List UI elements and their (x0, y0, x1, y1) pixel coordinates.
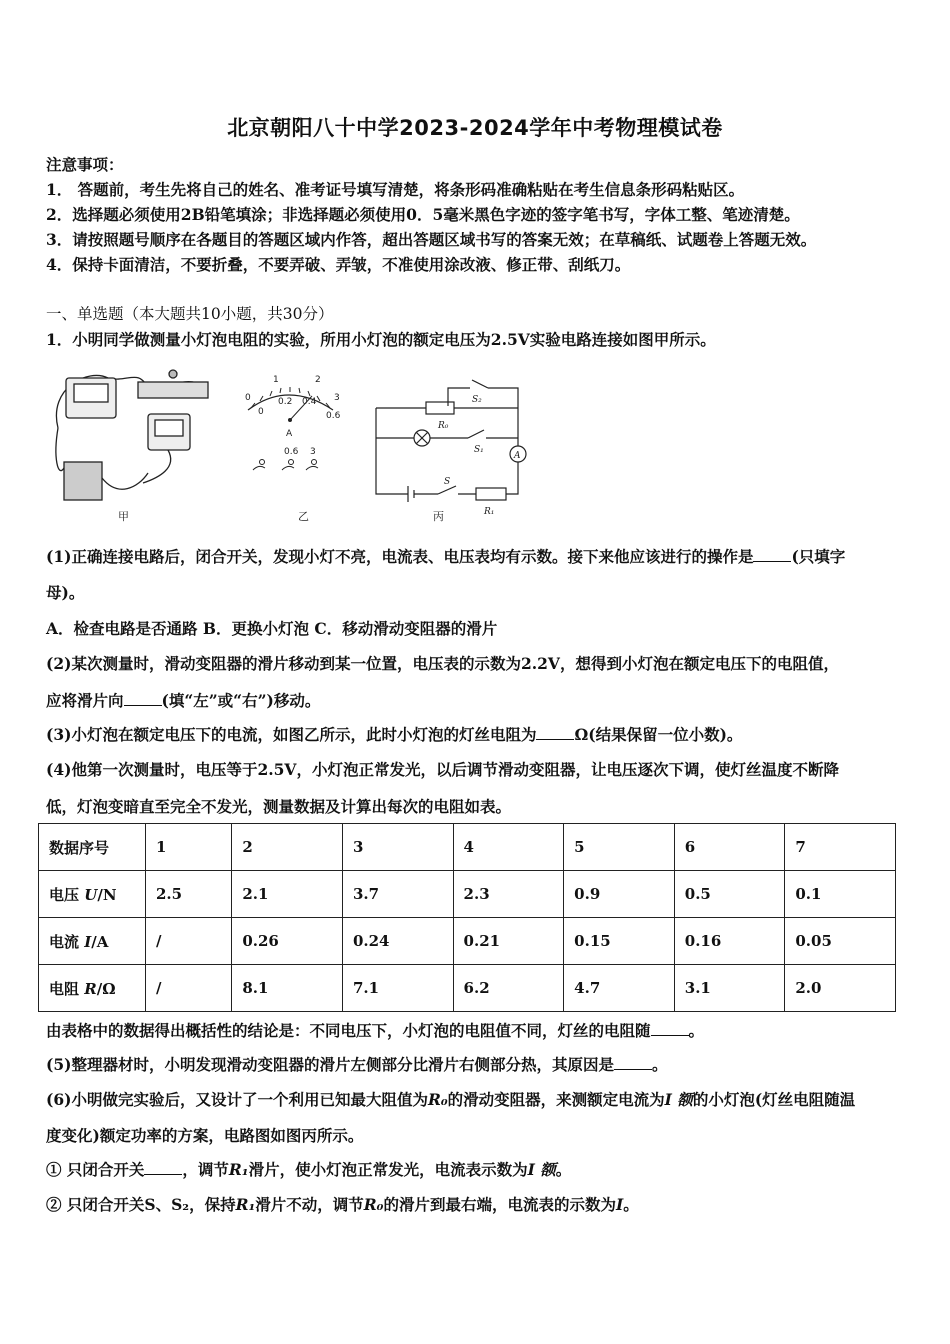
table-row (39, 918, 896, 965)
meter-terminal: 3 (310, 447, 316, 457)
table-cell: 3.7 (342, 871, 453, 918)
table-cell: 0.5 (674, 871, 785, 918)
circuit-label: A (514, 451, 521, 461)
table-cell: 2.0 (785, 965, 896, 1012)
scale-tick: 1 (273, 375, 279, 385)
page-title: 北京朝阳八十中学2023-2024学年中考物理模试卷 (227, 116, 723, 140)
scale-tick: 0.4 (302, 397, 317, 407)
note-item: 3．请按照题号顺序在各题目的答题区域内作答，超出答题区域书写的答案无效；在草稿纸、试题卷上答题无效。 (46, 230, 817, 249)
note-item: 2．选择题必须使用2B铅笔填涂；非选择题必须使用0．5毫米黑色字迹的签字笔书写，字体工整、笔迹清楚。 (46, 205, 800, 224)
table-cell: 3 (342, 824, 453, 871)
q1-part6-text: (6)小明做完实验后，又设计了一个利用已知最大阻值为 (46, 1090, 428, 1109)
table-cell: 0.21 (453, 918, 564, 965)
answer-blank[interactable] (651, 1021, 689, 1036)
circuit-figure (376, 380, 526, 502)
table-cell: 7 (785, 824, 896, 871)
table-cell: 0.1 (785, 871, 896, 918)
table-cell: 0.9 (564, 871, 675, 918)
table-cell: 2 (232, 824, 343, 871)
table-cell: 6 (674, 824, 785, 871)
table-cell: 0.24 (342, 918, 453, 965)
table-cell: 1 (146, 824, 232, 871)
table-cell: 0.15 (564, 918, 675, 965)
apparatus-figure (56, 370, 208, 500)
conclusion-text: 由表格中的数据得出概括性的结论是：不同电压下，小灯泡的电阻值不同，灯丝的电阻随 (46, 1021, 651, 1040)
figure-a-label: 甲 (118, 510, 129, 523)
q1-part4-cont: 低，灯泡变暗直至完全不发光，测量数据及计算出每次的电阻如表。 (46, 797, 512, 816)
table-cell: 6.2 (453, 965, 564, 1012)
circuit-label: S₂ (472, 395, 482, 405)
table-cell: 2.3 (453, 871, 564, 918)
circuit-label: S (444, 477, 451, 487)
ammeter-figure (245, 375, 341, 470)
table-cell: / (146, 918, 232, 965)
q1-part1-cont: 母)。 (46, 583, 85, 602)
answer-blank[interactable] (536, 725, 574, 740)
answer-blank[interactable] (753, 547, 791, 562)
q1-part1-options: A．检查电路是否通路 B．更换小灯泡 C．移动滑动变阻器的滑片 (46, 619, 498, 638)
table-cell: 7.1 (342, 965, 453, 1012)
scale-tick: 0.6 (326, 411, 341, 421)
q1-part2-text: (2)某次测量时，滑动变阻器的滑片移动到某一位置，电压表的示数为2.2V，想得到小灯泡在额定电压下的电阻值， (46, 654, 839, 673)
q1-part1-text: (1)正确连接电路后，闭合开关，发现小灯不亮，电流表、电压表均有示数。接下来他应该进行的操作是 (46, 547, 754, 566)
figure-c-label: 丙 (433, 510, 444, 523)
q1-part6-cont: 度变化)额定功率的方案，电路图如图丙所示。 (46, 1126, 364, 1145)
table-cell: 0.05 (785, 918, 896, 965)
table-cell: 4.7 (564, 965, 675, 1012)
meter-unit: A (286, 429, 293, 439)
table-cell: 5 (564, 824, 675, 871)
question-stem: 1．小明同学做测量小灯泡电阻的实验，所用小灯泡的额定电压为2.5V实验电路连接如图甲所示。 (46, 330, 716, 349)
q1-part1-text-end: (只填字 (791, 547, 846, 566)
row-header: 电阻 R/Ω (39, 965, 146, 1012)
experiment-figures (48, 358, 528, 528)
figure-b-label: 乙 (298, 510, 309, 523)
measurement-table (38, 823, 896, 1012)
step-1-text: ① 只闭合开关 (46, 1160, 145, 1179)
circuit-label: R₁ (484, 507, 495, 517)
scale-tick: 2 (315, 375, 321, 385)
answer-blank[interactable] (144, 1160, 182, 1175)
note-item: 1． 答题前，考生先将自己的姓名、准考证号填写清楚，将条形码准确粘贴在考生信息条形码粘贴区。 (46, 180, 745, 199)
q1-part4-text: (4)他第一次测量时，电压等于2.5V，小灯泡正常发光，以后调节滑动变阻器，让电压逐次下调，使灯丝温度不断降 (46, 760, 839, 779)
table-cell: 8.1 (232, 965, 343, 1012)
q1-part3-text: (3)小灯泡在额定电压下的电流，如图乙所示，此时小灯泡的灯丝电阻为 (46, 725, 537, 744)
answer-blank[interactable] (124, 691, 162, 706)
scale-tick: 0.2 (278, 397, 293, 407)
table-row (39, 965, 896, 1012)
scale-tick: 0 (245, 393, 251, 403)
q1-part2-cont: 应将滑片向 (46, 691, 124, 710)
table-row (39, 824, 896, 871)
table-cell: 0.26 (232, 918, 343, 965)
row-header: 电流 I/A (39, 918, 146, 965)
table-cell: 2.5 (146, 871, 232, 918)
table-cell: 0.16 (674, 918, 785, 965)
row-header: 电压 U/N (39, 871, 146, 918)
table-cell: 2.1 (232, 871, 343, 918)
q1-part2-end: (填“左”或“右”)移动。 (161, 691, 321, 710)
q1-part3-end: Ω(结果保留一位小数)。 (574, 725, 743, 744)
section-heading: 一、单选题（本大题共10小题，共30分） (46, 305, 334, 323)
table-cell: 4 (453, 824, 564, 871)
notes-heading: 注意事项： (46, 155, 124, 174)
scale-tick: 3 (334, 393, 340, 403)
circuit-label: S₁ (474, 445, 484, 455)
row-header: 数据序号 (39, 824, 146, 871)
scale-tick: 0 (258, 407, 264, 417)
q1-part5-text: (5)整理器材时，小明发现滑动变阻器的滑片左侧部分比滑片右侧部分热，其原因是 (46, 1055, 614, 1074)
table-row (39, 871, 896, 918)
table-cell: / (146, 965, 232, 1012)
answer-blank[interactable] (614, 1055, 652, 1070)
circuit-label: R₀ (438, 421, 449, 431)
note-item: 4．保持卡面清洁，不要折叠，不要弄破、弄皱，不准使用涂改液、修正带、刮纸刀。 (46, 255, 631, 274)
step-2-text: ② 只闭合开关S、S₂，保持 (46, 1195, 236, 1214)
meter-terminal: 0.6 (284, 447, 299, 457)
table-cell: 3.1 (674, 965, 785, 1012)
